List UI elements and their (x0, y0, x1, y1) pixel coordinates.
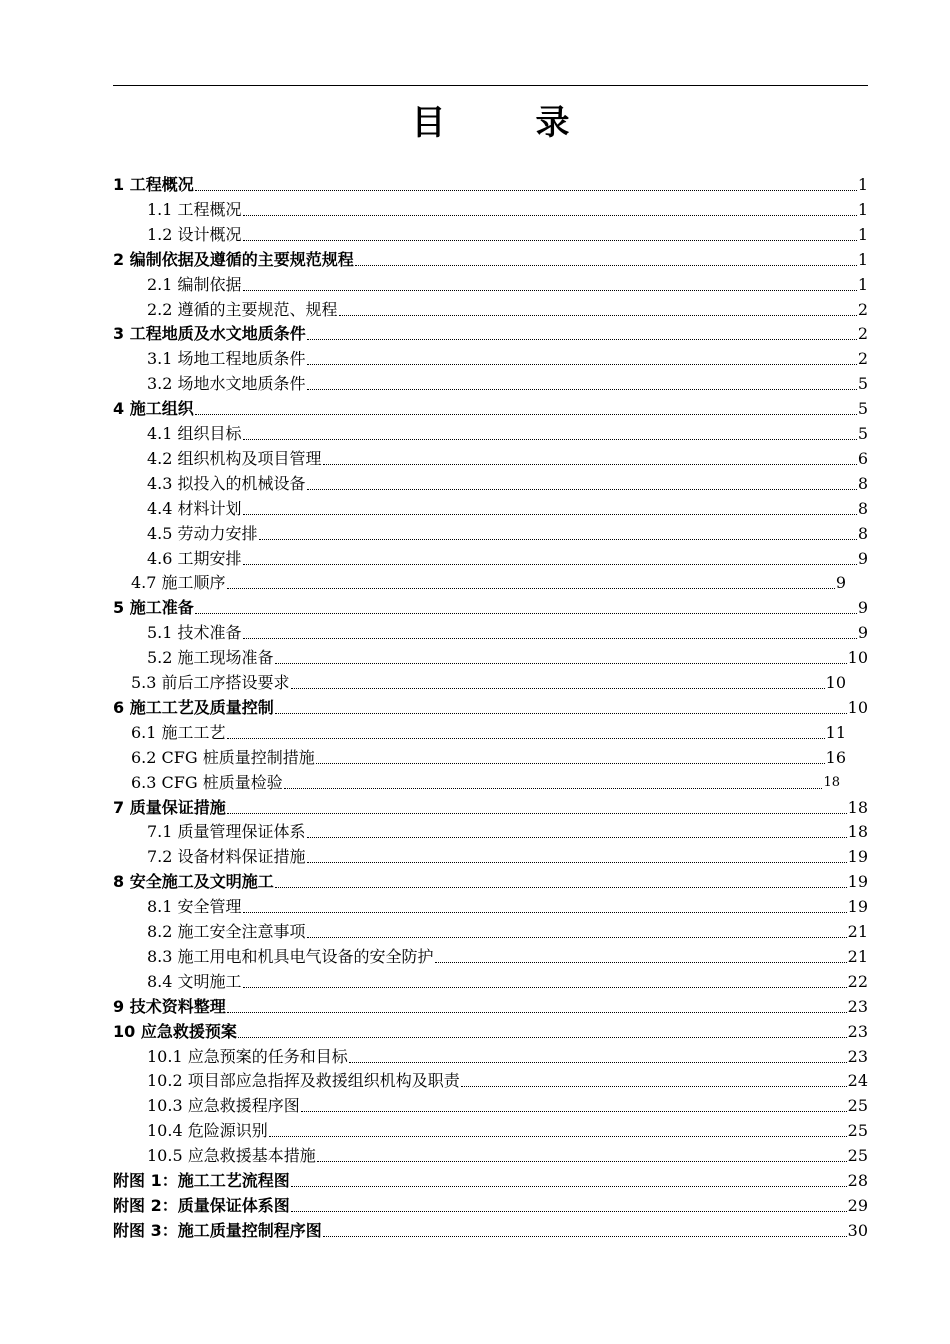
toc-entry-label: 附图 3：施工质量控制程序图 (113, 1220, 322, 1240)
toc-leader-dots (435, 961, 847, 963)
toc-entry-page: 5 (857, 374, 868, 394)
toc-entry-label: 1 工程概况 (113, 175, 194, 194)
toc-entry-label: 4.7 施工顺序 (131, 573, 226, 593)
toc-entry-page: 1 (857, 199, 868, 219)
toc-entry[interactable] (113, 246, 868, 270)
toc-entry-page: 21 (847, 922, 868, 941)
toc-entry-label: 10.3 应急救援程序图 (147, 1096, 300, 1116)
toc-entry-page: 5 (857, 424, 868, 443)
toc-entry-page: 25 (847, 1121, 868, 1141)
toc-entry-label: 3 工程地质及水文地质条件 (113, 324, 306, 344)
toc-leader-dots (323, 1235, 847, 1237)
toc-entry-page: 18 (847, 822, 868, 842)
toc-entry-label: 6.2 CFG 桩质量控制措施 (131, 747, 315, 767)
toc-leader-dots (323, 463, 857, 465)
toc-entry-label: 7.2 设备材料保证措施 (147, 847, 306, 867)
toc-entry[interactable] (113, 1018, 868, 1042)
toc-entry[interactable] (113, 1192, 868, 1216)
toc-entry-label: 7.1 质量管理保证体系 (147, 822, 306, 842)
toc-entry-page: 1 (857, 224, 868, 244)
toc-entry[interactable] (147, 1092, 868, 1116)
toc-entry[interactable] (113, 694, 868, 718)
toc-entry[interactable] (147, 1043, 868, 1067)
toc-entry-page: 10 (825, 673, 846, 692)
toc-entry-page: 9 (857, 598, 868, 618)
toc-entry-label: 5.1 技术准备 (147, 623, 242, 643)
toc-entry-label: 4.3 拟投入的机械设备 (147, 473, 306, 493)
toc-leader-dots (259, 538, 857, 540)
toc-leader-dots (269, 1135, 847, 1137)
toc-entry[interactable] (131, 744, 846, 768)
toc-leader-dots (243, 637, 857, 639)
toc-entry-page: 9 (857, 623, 868, 643)
toc-entry[interactable] (113, 794, 868, 818)
toc-entry-label: 4.4 材料计划 (147, 498, 242, 518)
toc-entry-page: 5 (857, 399, 868, 419)
toc-entry-label: 8.2 施工安全注意事项 (147, 922, 306, 941)
toc-entry-label: 3.2 场地水文地质条件 (147, 374, 306, 394)
toc-entry[interactable] (147, 495, 868, 519)
toc-entry-label: 5 施工准备 (113, 598, 194, 618)
toc-entry-page: 25 (847, 1146, 868, 1166)
toc-leader-dots (355, 264, 857, 266)
toc-leader-dots (243, 289, 857, 291)
toc-entry-label: 6 施工工艺及质量控制 (113, 697, 274, 717)
toc-entry-page: 18 (823, 774, 840, 790)
toc-entry-page: 2 (857, 349, 868, 369)
title-char-2: 录 (535, 103, 570, 143)
toc-entry-label: 6.3 CFG 桩质量检验 (131, 772, 283, 792)
toc-leader-dots (307, 388, 857, 390)
toc-entry-page: 23 (847, 1021, 868, 1041)
toc-entry[interactable] (147, 420, 868, 444)
toc-entry[interactable] (147, 196, 868, 220)
toc-entry-page: 8 (857, 473, 868, 493)
toc-entry-label: 1.2 设计概况 (147, 224, 242, 244)
toc-entry-label: 9 技术资料整理 (113, 996, 226, 1016)
toc-entry-page: 1 (857, 274, 868, 294)
toc-entry-page: 8 (857, 498, 868, 518)
toc-entry[interactable] (147, 818, 868, 842)
toc-entry-page: 1 (857, 249, 868, 269)
toc-entry-label: 4.1 组织目标 (147, 424, 242, 443)
toc-entry[interactable] (113, 1167, 868, 1191)
toc-entry[interactable] (147, 1117, 868, 1141)
toc-entry[interactable] (147, 1067, 868, 1091)
toc-entry-page: 19 (847, 897, 868, 917)
toc-entry-label: 8.1 安全管理 (147, 897, 242, 917)
toc-entry-page: 11 (825, 722, 846, 742)
toc-entry[interactable] (147, 843, 868, 867)
toc-entry-label: 8.4 文明施工 (147, 971, 242, 991)
toc-leader-dots (227, 812, 847, 814)
toc-leader-dots (243, 214, 857, 216)
toc-leader-dots (275, 712, 847, 714)
toc-leader-dots (307, 488, 857, 490)
toc-entry-page: 25 (847, 1096, 868, 1116)
toc-entry[interactable] (113, 171, 868, 195)
toc-leader-dots (307, 861, 847, 863)
toc-leader-dots (195, 189, 857, 191)
toc-entry[interactable] (147, 968, 868, 992)
toc-entry-page: 9 (857, 548, 868, 568)
toc-leader-dots (243, 438, 857, 440)
toc-entry[interactable] (147, 470, 868, 494)
toc-entry-page: 16 (825, 747, 846, 767)
toc-entry-label: 6.1 施工工艺 (131, 722, 226, 742)
toc-entry[interactable] (147, 943, 868, 967)
toc-leader-dots (284, 787, 823, 789)
toc-leader-dots (461, 1085, 847, 1087)
toc-entry-label: 10.2 项目部应急指挥及救援组织机构及职责 (147, 1071, 460, 1091)
toc-entry[interactable] (113, 320, 868, 344)
toc-leader-dots (243, 911, 847, 913)
toc-entry[interactable] (113, 993, 868, 1017)
toc-leader-dots (291, 1185, 847, 1187)
toc-entry[interactable] (147, 370, 868, 394)
toc-entry-page: 6 (857, 448, 868, 468)
toc-entry-page: 2 (857, 324, 868, 344)
toc-leader-dots (227, 1011, 847, 1013)
toc-entry-label: 3.1 场地工程地质条件 (147, 349, 306, 369)
toc-leader-dots (275, 662, 847, 664)
toc-entry-page: 1 (857, 175, 868, 194)
toc-entry-label: 附图 2：质量保证体系图 (113, 1195, 290, 1215)
toc-entry[interactable] (131, 719, 846, 743)
toc-entry-page: 19 (847, 847, 868, 867)
toc-entry-label: 2 编制依据及遵循的主要规范规程 (113, 249, 354, 269)
toc-leader-dots (243, 239, 857, 241)
toc-entry-page: 30 (847, 1220, 868, 1240)
toc-leader-dots (307, 936, 847, 938)
toc-entry-page: 19 (847, 872, 868, 892)
toc-entry-label: 4.6 工期安排 (147, 548, 242, 568)
title-char-1: 目 (411, 103, 446, 143)
toc-entry-page: 24 (847, 1071, 868, 1091)
toc-entry[interactable] (113, 395, 868, 419)
toc-entry-label: 8.3 施工用电和机具电气设备的安全防护 (147, 946, 434, 966)
toc-entry-page: 22 (847, 971, 868, 991)
toc-leader-dots (238, 1036, 847, 1038)
toc-entry-page: 21 (847, 946, 868, 966)
toc-entry-label: 4 施工组织 (113, 399, 194, 419)
toc-entry-page: 28 (847, 1171, 868, 1190)
toc-entry-page: 23 (847, 1046, 868, 1066)
toc-entry[interactable] (147, 271, 868, 295)
toc-leader-dots (195, 413, 857, 415)
toc-entry[interactable] (113, 868, 868, 892)
toc-leader-dots (227, 587, 835, 589)
toc-entry-page: 18 (847, 797, 868, 817)
toc-leader-dots (243, 563, 857, 565)
page-title (113, 100, 868, 146)
toc-leader-dots (291, 1210, 847, 1212)
toc-leader-dots (301, 1110, 847, 1112)
toc-entry[interactable] (147, 296, 868, 320)
toc-leader-dots (307, 836, 847, 838)
toc-entry[interactable] (131, 569, 846, 593)
toc-entry-page: 10 (847, 648, 868, 668)
toc-entry-page: 10 (847, 697, 868, 717)
toc-leader-dots (291, 687, 825, 689)
toc-entry-page: 29 (847, 1195, 868, 1215)
toc-entry[interactable] (147, 619, 868, 643)
toc-entry[interactable] (147, 1142, 868, 1166)
toc-entry[interactable] (147, 893, 868, 917)
toc-entry[interactable] (113, 1217, 868, 1241)
toc-entry[interactable] (131, 669, 846, 693)
toc-entry[interactable] (147, 221, 868, 245)
toc-leader-dots (275, 886, 847, 888)
toc-leader-dots (243, 986, 847, 988)
toc-entry[interactable] (147, 445, 868, 469)
toc-leader-dots (316, 762, 825, 764)
toc-leader-dots (195, 612, 857, 614)
toc-leader-dots (227, 737, 825, 739)
toc-entry[interactable] (147, 545, 868, 569)
toc-entry-label: 10.5 应急救援基本措施 (147, 1146, 316, 1166)
toc-entry-page: 8 (857, 523, 868, 543)
toc-entry-label: 4.5 劳动力安排 (147, 523, 258, 543)
toc-entry-label: 8 安全施工及文明施工 (113, 872, 274, 892)
toc-entry-label: 2.2 遵循的主要规范、规程 (147, 299, 338, 319)
toc-entry-label: 附图 1：施工工艺流程图 (113, 1171, 290, 1190)
toc-entry-label: 10 应急救援预案 (113, 1021, 237, 1041)
toc-entry-label: 10.4 危险源识别 (147, 1121, 268, 1141)
toc-entry-page: 2 (857, 299, 868, 319)
toc-entry-page: 23 (847, 996, 868, 1016)
toc-entry-label: 5.3 前后工序搭设要求 (131, 673, 290, 692)
toc-leader-dots (307, 363, 857, 365)
toc-entry-page: 9 (835, 573, 846, 593)
toc-leader-dots (349, 1061, 847, 1063)
toc-entry[interactable] (113, 594, 868, 618)
toc-entry-label: 5.2 施工现场准备 (147, 648, 274, 668)
toc-entry[interactable] (147, 644, 868, 668)
toc-leader-dots (307, 338, 857, 340)
toc-entry-label: 1.1 工程概况 (147, 199, 242, 219)
toc-entry[interactable] (131, 769, 840, 793)
toc-leader-dots (317, 1160, 847, 1162)
toc-entry[interactable] (147, 918, 868, 942)
toc-entry[interactable] (147, 520, 868, 544)
toc-entry-label: 2.1 编制依据 (147, 274, 242, 294)
toc-entry-label: 10.1 应急预案的任务和目标 (147, 1046, 348, 1066)
header-rule (113, 85, 868, 86)
toc-entry-label: 4.2 组织机构及项目管理 (147, 448, 322, 468)
toc-leader-dots (243, 513, 857, 515)
toc-entry-label: 7 质量保证措施 (113, 797, 226, 817)
toc-entry[interactable] (147, 345, 868, 369)
toc-leader-dots (339, 314, 857, 316)
